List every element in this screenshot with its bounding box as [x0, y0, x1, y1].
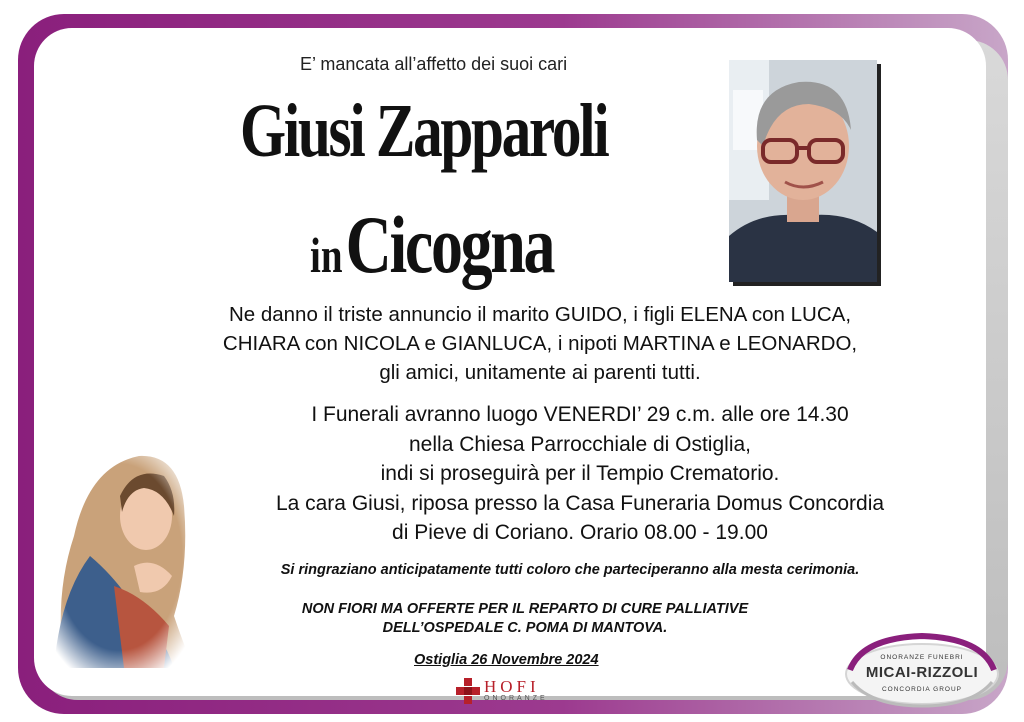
announcement-line: Ne danno il triste annuncio il marito GUIDO, i figli ELENA con LUCA, — [228, 303, 852, 326]
announcement-block — [150, 300, 930, 387]
funeral-details — [230, 400, 930, 548]
announcement-line: CHIARA con NICOLA e GIANLUCA, i nipoti MARTINA e LEONARDO, — [222, 332, 858, 355]
name-prefix: in — [310, 227, 343, 283]
funeral-line: I Funerali avranno luogo VENERDI’ 29 c.m. alle ore 14.30 — [311, 403, 849, 426]
portrait-photo — [729, 60, 877, 282]
donation-line: NON FIORI MA OFFERTE PER IL REPARTO DI CURE PALLIATIVE — [301, 601, 749, 617]
micai-logo-sub: CONCORDIA GROUP — [881, 686, 962, 693]
deceased-name: Giusi Zapparoli — [240, 89, 608, 173]
hofi-logo-name: HOFI — [484, 677, 540, 696]
micai-logo-name: MICAI-RIZZOLI — [865, 664, 979, 681]
micai-logo-top: ONORANZE FUNEBRI — [880, 654, 964, 661]
hofi-logo — [456, 676, 576, 706]
notice-date: Ostiglia 26 Novembre 2024 — [414, 652, 599, 668]
micai-rizzoli-logo — [842, 620, 1002, 708]
donation-line: DELL’OSPEDALE C. POMA DI MANTOVA. — [382, 620, 668, 636]
hofi-logo-sub: ONORANZE — [484, 695, 548, 702]
funeral-line: indi si proseguirà per il Tempio Crematorio. — [380, 462, 780, 485]
donation-request — [230, 600, 820, 638]
announcement-line: gli amici, unitamente ai parenti tutti. — [379, 361, 701, 384]
married-name — [310, 198, 553, 292]
funeral-line: di Pieve di Coriano. Orario 08.00 - 19.00 — [392, 521, 768, 544]
funeral-line: nella Chiesa Parrocchiale di Ostiglia, — [409, 432, 751, 456]
funeral-line: La cara Giusi, riposa presso la Casa Funeraria Domus Concordia — [275, 491, 885, 515]
thanks-text: Si ringraziano anticipatamente tutti coloro che parteciperanno alla mesta cerimonia. — [280, 562, 860, 578]
madonna-image — [44, 446, 194, 668]
intro-text: E’ mancata all’affetto dei suoi cari — [300, 54, 568, 74]
name-surname: Cicogna — [345, 199, 554, 290]
